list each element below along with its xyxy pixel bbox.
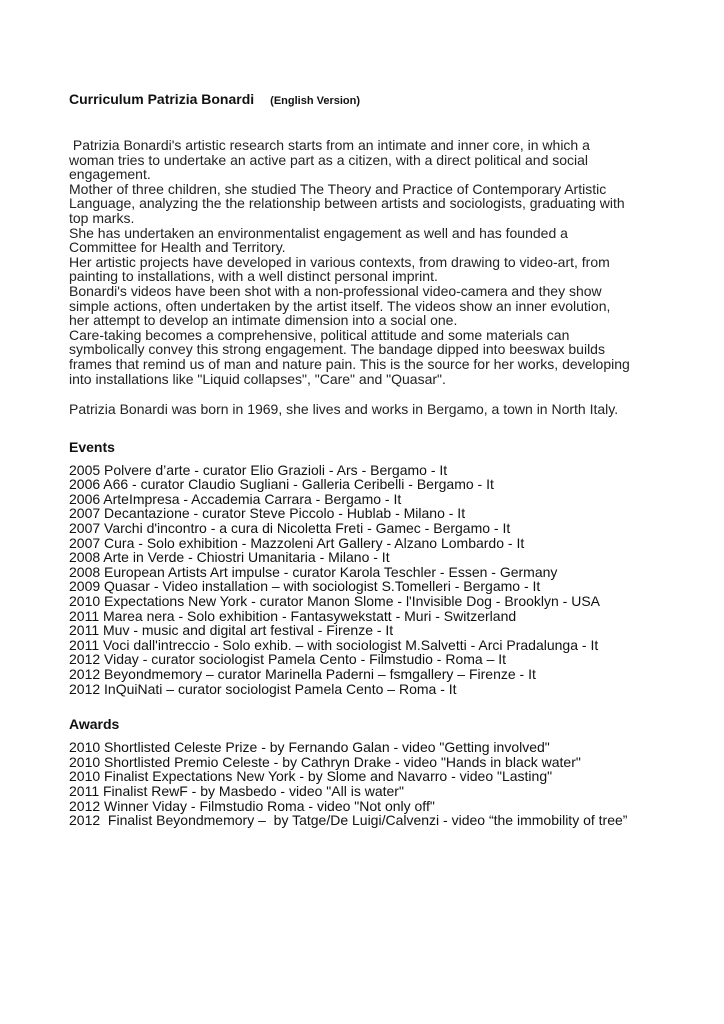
- bio-line: top marks.: [69, 209, 135, 226]
- event-item: 2007 Cura - Solo exhibition - Mazzoleni Art Gallery - Alzano Lombardo - It: [69, 534, 525, 551]
- award-item: 2010 Finalist Expectations New York - by Slome and Navarro - video "Lasting": [69, 768, 553, 785]
- document-subtitle: (English Version): [270, 95, 361, 107]
- bio-line: painting to installations, with a well distinct personal imprint.: [69, 268, 438, 285]
- bio-line: She has undertaken an environmentalist engagement as well and has founded a: [69, 224, 568, 241]
- event-item: 2010 Expectations New York - curator Manon Slome - l'Invisible Dog - Brooklyn - USA: [69, 593, 601, 610]
- award-item: 2012 Winner Viday - Filmstudio Roma - video "Not only off": [69, 797, 435, 814]
- event-item: 2007 Decantazione - curator Steve Piccolo - Hublab - Milano - It: [69, 505, 466, 522]
- event-item: 2005 Polvere d’arte - curator Elio Grazioli - Ars - Bergamo - It: [69, 461, 448, 478]
- bio-line: Her artistic projects have developed in various contexts, from drawing to video-art, from: [69, 253, 610, 270]
- event-item: 2012 InQuiNati – curator sociologist Pamela Cento – Roma - It: [69, 680, 457, 697]
- bio-line: Bonardi's videos have been shot with a non-professional video-camera and they show: [69, 282, 602, 299]
- bio-line: Language, analyzing the the relationship between artists and sociologists, graduating with: [69, 195, 625, 212]
- event-item: 2006 ArteImpresa - Accademia Carrara - Bergamo - It: [69, 490, 402, 507]
- awards-list: [69, 740, 709, 828]
- award-item: 2012 Finalist Beyondmemory – by Tatge/De Luigi/Calvenzi - video “the immobility of tree”: [69, 812, 628, 829]
- awards-heading: Awards: [69, 716, 120, 733]
- bio-birth-statement: Patrizia Bonardi was born in 1969, she lives and works in Bergamo, a town in North Italy.: [69, 401, 619, 418]
- bio-line: frames that remind us of man and nature pain. This is the source for her works, developing: [69, 355, 630, 372]
- biography: [69, 138, 709, 417]
- bio-line: woman tries to undertake an active part as a citizen, with a direct political and social: [69, 151, 589, 168]
- event-item: 2008 Arte in Verde - Chiostri Umanitaria - Milano - It: [69, 549, 390, 566]
- event-item: 2009 Quasar - Video installation – with sociologist S.Tomelleri - Bergamo - It: [69, 578, 541, 595]
- bio-line: Patrizia Bonardi's artistic research starts from an intimate and inner core, in which a: [69, 137, 590, 153]
- bio-line: into installations like "Liquid collapses", "Care" and "Quasar".: [69, 370, 446, 387]
- event-item: 2012 Viday - curator sociologist Pamela Cento - Filmstudio - Roma – It: [69, 651, 507, 668]
- bio-line: Care-taking becomes a comprehensive, political attitude and some materials can: [69, 326, 570, 343]
- bio-line: Mother of three children, she studied The Theory and Practice of Contemporary Artistic: [69, 180, 607, 197]
- bio-line: simple actions, often undertaken by the artist itself. The videos show an inner evolution,: [69, 297, 611, 314]
- event-item: 2011 Marea nera - Solo exhibition - Fantasywekstatt - Muri - Switzerland: [69, 607, 517, 624]
- event-item: 2006 A66 - curator Claudio Sugliani - Galleria Ceribelli - Bergamo - It: [69, 476, 494, 493]
- events-list: [69, 463, 709, 697]
- bio-line: symbolically convey this strong engagement. The bandage dipped into beeswax builds: [69, 341, 605, 358]
- award-item: 2010 Shortlisted Celeste Prize - by Fernando Galan - video "Getting involved": [69, 739, 550, 756]
- event-item: 2011 Muv - music and digital art festival - Firenze - It: [69, 622, 394, 639]
- event-item: 2011 Voci dall'intreccio - Solo exhib. – with sociologist M.Salvetti - Arci Pradalunga - It: [69, 636, 599, 653]
- bio-line: Committee for Health and Territory.: [69, 239, 286, 256]
- award-item: 2010 Shortlisted Premio Celeste - by Cathryn Drake - video "Hands in black water": [69, 753, 581, 770]
- bio-line: engagement.: [69, 166, 151, 183]
- document-title-line: [69, 90, 709, 110]
- cv-document: [69, 90, 709, 828]
- event-item: 2012 Beyondmemory – curator Marinella Paderni – fsmgallery – Firenze - It: [69, 666, 536, 682]
- event-item: 2007 Varchi d'incontro - a cura di Nicoletta Freti - Gamec - Bergamo - It: [69, 520, 511, 537]
- events-heading: Events: [69, 438, 115, 455]
- document-title: Curriculum Patrizia Bonardi: [69, 91, 255, 107]
- bio-line: her attempt to develop an intimate dimension into a social one.: [69, 312, 458, 329]
- award-item: 2011 Finalist RewF - by Masbedo - video "All is water": [69, 782, 404, 799]
- event-item: 2008 European Artists Art impulse - curator Karola Teschler - Essen - Germany: [69, 563, 558, 580]
